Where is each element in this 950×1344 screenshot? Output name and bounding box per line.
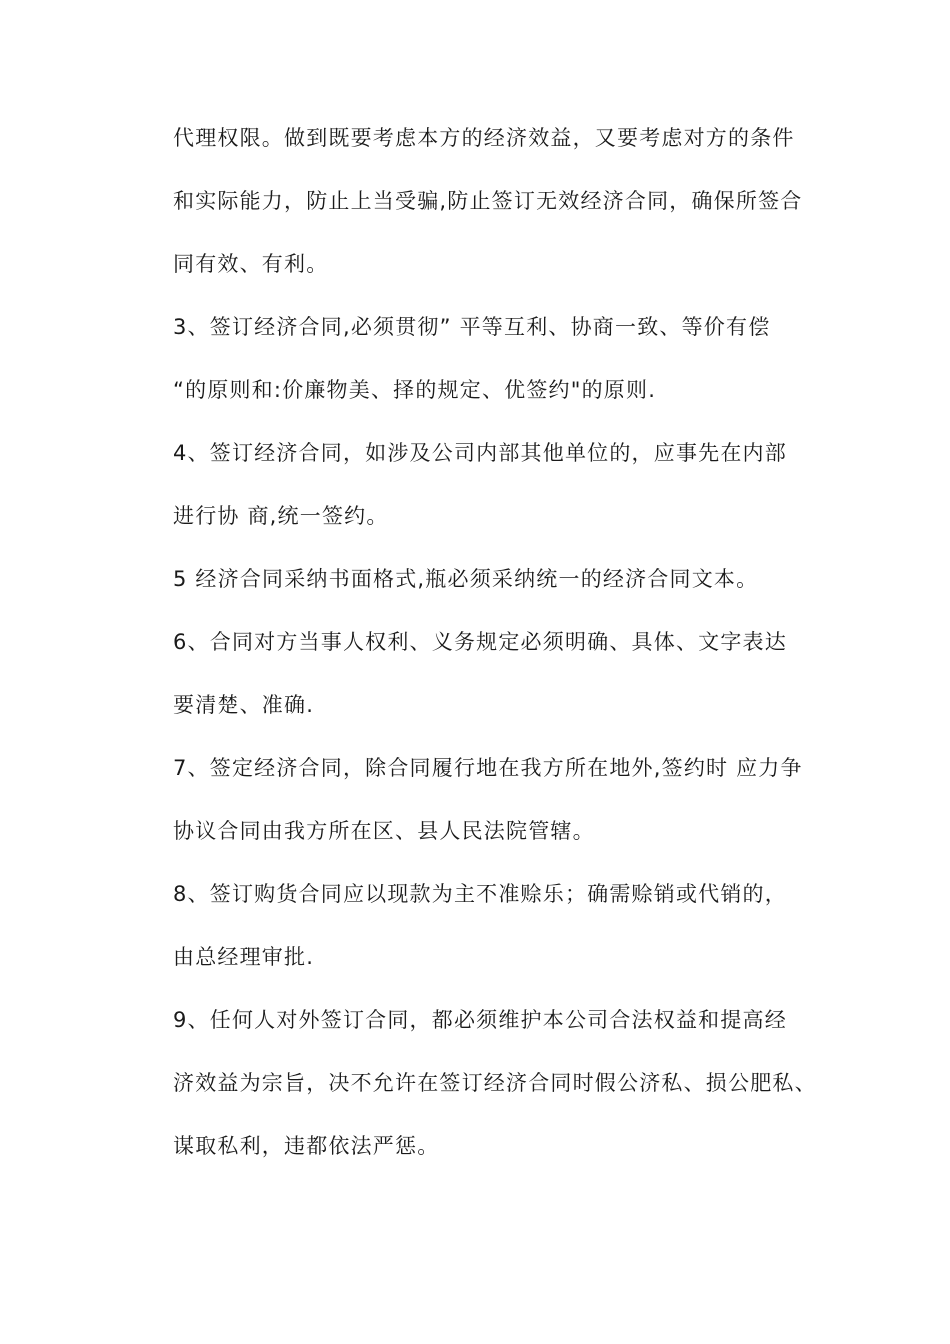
text-line: 要清楚、准确. bbox=[173, 693, 315, 717]
text-line: 3、签订经济合同,必须贯彻” 平等互利、协商一致、等价有偿 bbox=[173, 315, 771, 339]
text-line: 7、签定经济合同，除合同履行地在我方所在地外,签约时 应力争 bbox=[173, 756, 803, 780]
paragraph-item-8 bbox=[173, 884, 833, 968]
text-line: 9、任何人对外签订合同，都必须维护本公司合法权益和提高经 bbox=[173, 1008, 787, 1032]
paragraph-item-3 bbox=[173, 317, 833, 401]
text-line: 进行协 商,统一签约。 bbox=[173, 504, 389, 528]
text-line: 协议合同由我方所在区、县人民法院管辖。 bbox=[173, 819, 595, 843]
text-line: 代理权限。做到既要考虑本方的经济效益，又要考虑对方的条件 bbox=[173, 126, 795, 150]
paragraph-item-9 bbox=[173, 1010, 833, 1157]
text-line: 4、签订经济合同，如涉及公司内部其他单位的，应事先在内部 bbox=[173, 441, 787, 465]
paragraph-item-7 bbox=[173, 758, 833, 842]
text-line: 同有效、有利。 bbox=[173, 252, 329, 276]
text-line: 6、合同对方当事人权利、义务规定必须明确、具体、文字表达 bbox=[173, 630, 787, 654]
text-line: 和实际能力，防止上当受骗,防止签订无效经济合同，确保所签合 bbox=[173, 189, 803, 213]
text-line: 济效益为宗旨，决不允许在签订经济合同时假公济私、损公肥私、 bbox=[173, 1071, 817, 1095]
text-line: 8、签订购货合同应以现款为主不准赊乐；确需赊销或代销的， bbox=[173, 882, 787, 906]
paragraph-agency-authority bbox=[173, 128, 833, 275]
paragraph-item-6 bbox=[173, 632, 833, 716]
paragraph-item-5 bbox=[173, 569, 833, 590]
text-line: “的原则和:价廉物美、择的规定、优签约"的原则. bbox=[173, 378, 657, 402]
text-line: 5 经济合同采纳书面格式,瓶必须采纳统一的经济合同文本。 bbox=[173, 567, 759, 591]
text-line: 由总经理审批. bbox=[173, 945, 315, 969]
paragraph-item-4 bbox=[173, 443, 833, 527]
document-body bbox=[173, 128, 833, 1199]
text-line: 谋取私利，违都依法严惩。 bbox=[173, 1134, 440, 1158]
